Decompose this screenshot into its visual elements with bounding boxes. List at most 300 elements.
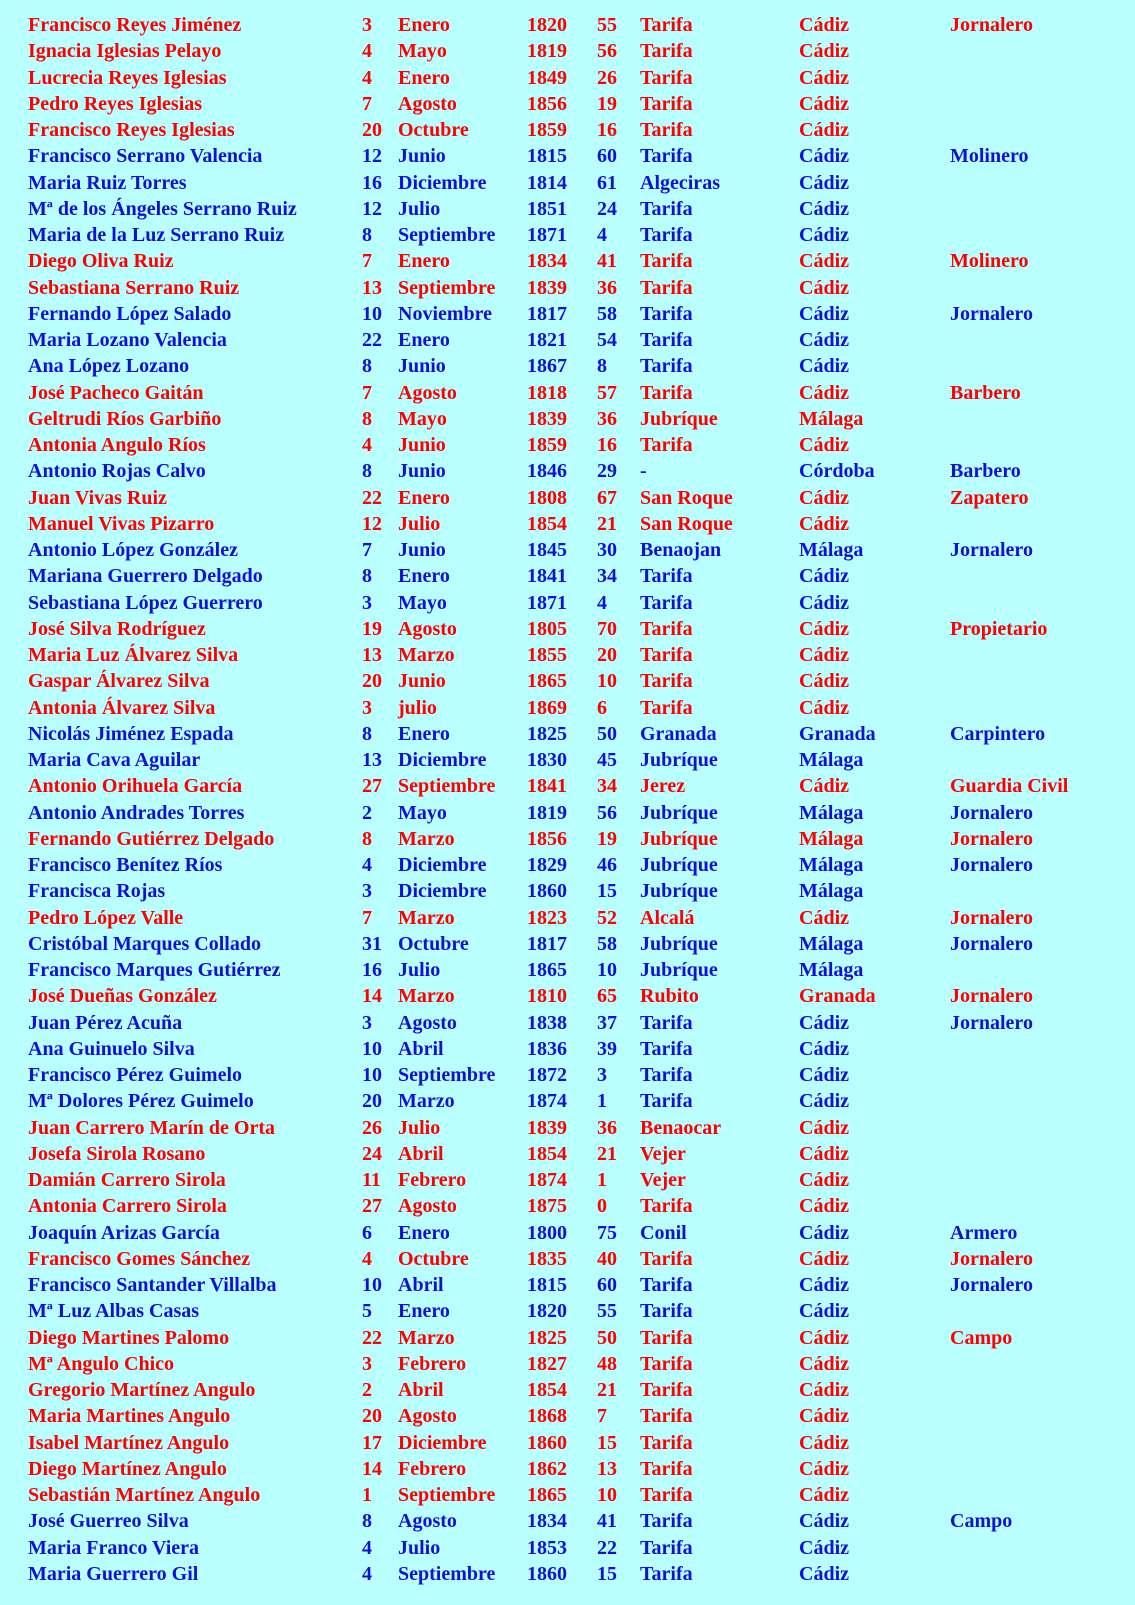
age: 52 bbox=[597, 906, 617, 929]
birth-month: Junio bbox=[398, 539, 446, 561]
birth-day: 27 bbox=[362, 775, 382, 798]
birth-month: Mayo bbox=[398, 40, 447, 63]
birth-year: 1818 bbox=[527, 381, 567, 404]
birth-town: Tarifa bbox=[640, 1037, 693, 1060]
birth-month: Marzo bbox=[398, 1326, 455, 1349]
birth-month: Junio bbox=[398, 355, 446, 378]
birth-year: 1836 bbox=[527, 1037, 567, 1060]
birth-province: Cádiz bbox=[799, 434, 849, 456]
age: 39 bbox=[597, 1037, 617, 1060]
birth-province: Granada bbox=[799, 985, 876, 1008]
birth-month: Julio bbox=[398, 1536, 441, 1559]
birth-town: Tarifa bbox=[640, 381, 693, 404]
register-row bbox=[0, 432, 1135, 458]
register-row bbox=[0, 1010, 1135, 1036]
birth-year: 1834 bbox=[527, 1510, 567, 1533]
birth-year: 1867 bbox=[527, 355, 567, 378]
birth-province: Cádiz bbox=[799, 14, 849, 36]
occupation: Propietario bbox=[950, 617, 1048, 640]
person-name: Francisca Rojas bbox=[28, 880, 166, 903]
birth-town: Granada bbox=[640, 722, 717, 745]
birth-day: 7 bbox=[362, 250, 372, 273]
age: 15 bbox=[597, 880, 617, 903]
birth-month: Junio bbox=[398, 434, 446, 456]
age: 15 bbox=[597, 1431, 617, 1454]
birth-day: 4 bbox=[362, 1247, 372, 1270]
person-name: Cristóbal Marques Collado bbox=[28, 932, 261, 955]
age: 41 bbox=[597, 1510, 617, 1533]
birth-year: 1874 bbox=[527, 1090, 567, 1113]
age: 56 bbox=[597, 801, 617, 824]
person-name: Antonia Álvarez Silva bbox=[28, 696, 216, 719]
age: 61 bbox=[597, 171, 617, 194]
birth-year: 1830 bbox=[527, 749, 567, 771]
birth-day: 13 bbox=[362, 749, 382, 771]
birth-month: Enero bbox=[398, 14, 450, 36]
birth-day: 12 bbox=[362, 197, 382, 220]
birth-year: 1865 bbox=[527, 959, 567, 981]
age: 1 bbox=[597, 1169, 607, 1191]
birth-province: Cádiz bbox=[799, 906, 849, 929]
occupation: Jornalero bbox=[950, 302, 1033, 325]
occupation: Jornalero bbox=[950, 801, 1033, 824]
birth-town: Tarifa bbox=[640, 145, 693, 168]
birth-day: 12 bbox=[362, 145, 382, 168]
birth-month: Septiembre bbox=[398, 775, 496, 798]
register-row bbox=[0, 1482, 1135, 1508]
birth-province: Cádiz bbox=[799, 1431, 849, 1454]
occupation: Jornalero bbox=[950, 539, 1033, 561]
birth-day: 10 bbox=[362, 1037, 382, 1060]
register-row bbox=[0, 1220, 1135, 1246]
person-name: Francisco Benítez Ríos bbox=[28, 854, 223, 876]
register-row bbox=[0, 65, 1135, 91]
birth-province: Málaga bbox=[799, 407, 864, 430]
birth-day: 3 bbox=[362, 591, 372, 614]
register-row bbox=[0, 38, 1135, 64]
register-row bbox=[0, 878, 1135, 904]
birth-month: Junio bbox=[398, 460, 446, 483]
age: 19 bbox=[597, 827, 617, 850]
birth-month: Enero bbox=[398, 1300, 450, 1323]
birth-year: 1859 bbox=[527, 119, 567, 141]
birth-town: Jubríque bbox=[640, 801, 718, 824]
age: 34 bbox=[597, 565, 617, 588]
birth-province: Cádiz bbox=[799, 617, 849, 640]
birth-month: Agosto bbox=[398, 381, 457, 404]
person-name: Gregorio Martínez Angulo bbox=[28, 1379, 256, 1401]
birth-year: 1839 bbox=[527, 1116, 567, 1139]
birth-town: Tarifa bbox=[640, 1431, 693, 1454]
birth-day: 16 bbox=[362, 171, 382, 194]
occupation: Molinero bbox=[950, 145, 1029, 168]
birth-town: Jubríque bbox=[640, 959, 718, 981]
occupation: Molinero bbox=[950, 250, 1029, 273]
birth-province: Cádiz bbox=[799, 1090, 849, 1113]
person-name: Maria Guerrero Gil bbox=[28, 1562, 199, 1585]
birth-year: 1827 bbox=[527, 1352, 567, 1375]
occupation: Guardia Civil bbox=[950, 775, 1069, 798]
birth-day: 5 bbox=[362, 1300, 372, 1323]
birth-day: 8 bbox=[362, 827, 372, 850]
birth-month: Octubre bbox=[398, 119, 469, 141]
birth-day: 3 bbox=[362, 14, 372, 36]
birth-province: Cádiz bbox=[799, 1484, 849, 1506]
birth-province: Cádiz bbox=[799, 1195, 849, 1218]
birth-province: Cádiz bbox=[799, 40, 849, 63]
register-row bbox=[0, 1272, 1135, 1298]
birth-day: 16 bbox=[362, 959, 382, 981]
birth-year: 1860 bbox=[527, 1431, 567, 1454]
birth-month: Julio bbox=[398, 1116, 441, 1139]
birth-year: 1859 bbox=[527, 434, 567, 456]
birth-province: Málaga bbox=[799, 539, 864, 561]
birth-year: 1820 bbox=[527, 1300, 567, 1323]
birth-province: Málaga bbox=[799, 827, 864, 850]
person-name: Antonio López González bbox=[28, 539, 238, 561]
occupation: Barbero bbox=[950, 381, 1021, 404]
birth-day: 2 bbox=[362, 1379, 372, 1401]
birth-town: Benaocar bbox=[640, 1116, 722, 1139]
birth-town: Tarifa bbox=[640, 197, 693, 220]
age: 58 bbox=[597, 932, 617, 955]
person-name: Nicolás Jiménez Espada bbox=[28, 722, 234, 745]
register-row bbox=[0, 458, 1135, 484]
age: 16 bbox=[597, 119, 617, 141]
register-row bbox=[0, 485, 1135, 511]
birth-town: Tarifa bbox=[640, 1011, 693, 1034]
birth-day: 8 bbox=[362, 407, 372, 430]
register-row bbox=[0, 1298, 1135, 1324]
birth-province: Cádiz bbox=[799, 565, 849, 588]
birth-month: Mayo bbox=[398, 801, 447, 824]
person-name: Fernando Gutiérrez Delgado bbox=[28, 827, 275, 850]
birth-province: Cádiz bbox=[799, 1221, 849, 1244]
birth-month: Septiembre bbox=[398, 1484, 496, 1506]
birth-month: Julio bbox=[398, 959, 441, 981]
birth-year: 1825 bbox=[527, 722, 567, 745]
register-row bbox=[0, 1246, 1135, 1272]
birth-day: 4 bbox=[362, 66, 372, 89]
birth-year: 1817 bbox=[527, 302, 567, 325]
age: 36 bbox=[597, 276, 617, 299]
birth-day: 7 bbox=[362, 381, 372, 404]
birth-town: Vejer bbox=[640, 1142, 686, 1165]
birth-province: Cádiz bbox=[799, 276, 849, 299]
birth-province: Cádiz bbox=[799, 224, 849, 246]
person-name: Isabel Martínez Angulo bbox=[28, 1431, 230, 1454]
birth-year: 1874 bbox=[527, 1169, 567, 1191]
register-row bbox=[0, 1377, 1135, 1403]
register-row bbox=[0, 1036, 1135, 1062]
birth-month: Septiembre bbox=[398, 276, 496, 299]
person-name: José Dueñas González bbox=[28, 985, 217, 1008]
census-register bbox=[0, 12, 1135, 1587]
birth-day: 7 bbox=[362, 92, 372, 115]
occupation: Jornalero bbox=[950, 1011, 1033, 1034]
birth-town: Tarifa bbox=[640, 92, 693, 115]
birth-year: 1820 bbox=[527, 14, 567, 36]
birth-day: 8 bbox=[362, 722, 372, 745]
birth-town: Tarifa bbox=[640, 1300, 693, 1323]
birth-town: Tarifa bbox=[640, 250, 693, 273]
birth-day: 4 bbox=[362, 434, 372, 456]
register-row bbox=[0, 1403, 1135, 1429]
register-row bbox=[0, 117, 1135, 143]
birth-province: Cádiz bbox=[799, 197, 849, 220]
age: 75 bbox=[597, 1221, 617, 1244]
register-row bbox=[0, 957, 1135, 983]
birth-year: 1854 bbox=[527, 512, 567, 535]
age: 19 bbox=[597, 92, 617, 115]
age: 56 bbox=[597, 40, 617, 63]
birth-province: Málaga bbox=[799, 854, 864, 876]
birth-month: Julio bbox=[398, 512, 441, 535]
birth-month: Septiembre bbox=[398, 224, 496, 246]
register-row bbox=[0, 590, 1135, 616]
person-name: José Silva Rodríguez bbox=[28, 617, 206, 640]
birth-month: Junio bbox=[398, 145, 446, 168]
birth-year: 1815 bbox=[527, 145, 567, 168]
birth-day: 20 bbox=[362, 670, 382, 693]
birth-day: 6 bbox=[362, 1221, 372, 1244]
person-name: Francisco Serrano Valencia bbox=[28, 145, 263, 168]
age: 26 bbox=[597, 66, 617, 89]
person-name: Mª Luz Albas Casas bbox=[28, 1300, 200, 1323]
birth-province: Cádiz bbox=[799, 1142, 849, 1165]
birth-day: 20 bbox=[362, 1405, 382, 1428]
birth-town: Tarifa bbox=[640, 696, 693, 719]
birth-year: 1845 bbox=[527, 539, 567, 561]
birth-month: Agosto bbox=[398, 617, 457, 640]
birth-year: 1871 bbox=[527, 224, 567, 246]
occupation: Jornalero bbox=[950, 854, 1033, 876]
birth-province: Málaga bbox=[799, 932, 864, 955]
birth-province: Cádiz bbox=[799, 512, 849, 535]
birth-province: Cádiz bbox=[799, 145, 849, 168]
age: 1 bbox=[597, 1090, 607, 1113]
birth-year: 1846 bbox=[527, 460, 567, 483]
birth-year: 1838 bbox=[527, 1011, 567, 1034]
person-name: Antonio Andrades Torres bbox=[28, 801, 245, 824]
person-name: Juan Pérez Acuña bbox=[28, 1011, 183, 1034]
register-row bbox=[0, 222, 1135, 248]
birth-month: Enero bbox=[398, 250, 450, 273]
register-row bbox=[0, 1141, 1135, 1167]
birth-day: 22 bbox=[362, 1326, 382, 1349]
birth-year: 1841 bbox=[527, 565, 567, 588]
birth-month: Diciembre bbox=[398, 749, 487, 771]
birth-town: Jubríque bbox=[640, 854, 718, 876]
birth-day: 22 bbox=[362, 329, 382, 351]
occupation: Jornalero bbox=[950, 906, 1033, 929]
age: 60 bbox=[597, 145, 617, 168]
person-name: Sebastiana Serrano Ruiz bbox=[28, 276, 240, 299]
birth-month: Enero bbox=[398, 722, 450, 745]
birth-town: Vejer bbox=[640, 1169, 686, 1191]
birth-province: Cádiz bbox=[799, 644, 849, 666]
person-name: Antonia Angulo Ríos bbox=[28, 434, 206, 456]
register-row bbox=[0, 143, 1135, 169]
person-name: Francisco Pérez Guimelo bbox=[28, 1064, 243, 1086]
person-name: Maria Lozano Valencia bbox=[28, 329, 227, 351]
birth-day: 14 bbox=[362, 985, 382, 1008]
birth-month: Agosto bbox=[398, 1011, 457, 1034]
age: 20 bbox=[597, 644, 617, 666]
register-row bbox=[0, 1115, 1135, 1141]
birth-month: Marzo bbox=[398, 827, 455, 850]
register-row bbox=[0, 826, 1135, 852]
register-row bbox=[0, 275, 1135, 301]
person-name: Mariana Guerrero Delgado bbox=[28, 565, 263, 588]
birth-day: 2 bbox=[362, 801, 372, 824]
age: 55 bbox=[597, 14, 617, 36]
person-name: Damián Carrero Sirola bbox=[28, 1169, 226, 1191]
birth-province: Málaga bbox=[799, 880, 864, 903]
register-row bbox=[0, 537, 1135, 563]
person-name: Antonio Rojas Calvo bbox=[28, 460, 206, 483]
person-name: Francisco Reyes Iglesias bbox=[28, 119, 235, 141]
birth-town: San Roque bbox=[640, 486, 733, 509]
birth-province: Cádiz bbox=[799, 1274, 849, 1296]
birth-year: 1865 bbox=[527, 1484, 567, 1506]
birth-year: 1823 bbox=[527, 906, 567, 929]
age: 50 bbox=[597, 1326, 617, 1349]
birth-day: 8 bbox=[362, 1510, 372, 1533]
register-row bbox=[0, 1508, 1135, 1534]
age: 54 bbox=[597, 329, 617, 351]
register-row bbox=[0, 511, 1135, 537]
birth-province: Cádiz bbox=[799, 171, 849, 194]
person-name: Francisco Marques Gutiérrez bbox=[28, 959, 281, 981]
register-row bbox=[0, 380, 1135, 406]
register-row bbox=[0, 616, 1135, 642]
birth-province: Cádiz bbox=[799, 1247, 849, 1270]
birth-province: Cádiz bbox=[799, 1169, 849, 1191]
birth-day: 7 bbox=[362, 906, 372, 929]
birth-month: Agosto bbox=[398, 1195, 457, 1218]
birth-month: Mayo bbox=[398, 591, 447, 614]
birth-province: Cádiz bbox=[799, 1116, 849, 1139]
birth-town: Tarifa bbox=[640, 670, 693, 693]
birth-month: Marzo bbox=[398, 1090, 455, 1113]
age: 57 bbox=[597, 381, 617, 404]
birth-year: 1835 bbox=[527, 1247, 567, 1270]
register-row bbox=[0, 983, 1135, 1009]
age: 40 bbox=[597, 1247, 617, 1270]
person-name: Francisco Reyes Jiménez bbox=[28, 14, 242, 36]
birth-province: Cádiz bbox=[799, 92, 849, 115]
birth-month: Agosto bbox=[398, 1510, 457, 1533]
birth-day: 8 bbox=[362, 355, 372, 378]
register-row bbox=[0, 563, 1135, 589]
birth-province: Cádiz bbox=[799, 1536, 849, 1559]
occupation: Jornalero bbox=[950, 932, 1033, 955]
birth-year: 1854 bbox=[527, 1142, 567, 1165]
birth-day: 4 bbox=[362, 854, 372, 876]
birth-day: 20 bbox=[362, 119, 382, 141]
birth-town: Tarifa bbox=[640, 1274, 693, 1296]
birth-year: 1815 bbox=[527, 1274, 567, 1296]
birth-town: Tarifa bbox=[640, 434, 693, 456]
birth-town: Tarifa bbox=[640, 617, 693, 640]
age: 70 bbox=[597, 617, 617, 640]
age: 36 bbox=[597, 407, 617, 430]
birth-town: Tarifa bbox=[640, 1195, 693, 1218]
birth-province: Cádiz bbox=[799, 670, 849, 693]
register-row bbox=[0, 1456, 1135, 1482]
birth-province: Cádiz bbox=[799, 119, 849, 141]
birth-month: Agosto bbox=[398, 1405, 457, 1428]
age: 10 bbox=[597, 959, 617, 981]
person-name: Manuel Vivas Pizarro bbox=[28, 512, 215, 535]
birth-province: Córdoba bbox=[799, 460, 875, 483]
birth-town: Tarifa bbox=[640, 119, 693, 141]
age: 46 bbox=[597, 854, 617, 876]
person-name: Sebastiana López Guerrero bbox=[28, 591, 263, 614]
birth-town: San Roque bbox=[640, 512, 733, 535]
birth-day: 10 bbox=[362, 1064, 382, 1086]
register-row bbox=[0, 905, 1135, 931]
person-name: Pedro López Valle bbox=[28, 906, 184, 929]
age: 10 bbox=[597, 670, 617, 693]
birth-day: 7 bbox=[362, 539, 372, 561]
age: 4 bbox=[597, 591, 607, 614]
birth-town: Jubríque bbox=[640, 932, 718, 955]
occupation: Jornalero bbox=[950, 1247, 1033, 1270]
birth-month: Mayo bbox=[398, 407, 447, 430]
birth-year: 1825 bbox=[527, 1326, 567, 1349]
birth-year: 1872 bbox=[527, 1064, 567, 1086]
birth-day: 19 bbox=[362, 617, 382, 640]
birth-day: 4 bbox=[362, 1562, 372, 1585]
occupation: Jornalero bbox=[950, 827, 1033, 850]
birth-town: Tarifa bbox=[640, 329, 693, 351]
birth-month: Marzo bbox=[398, 985, 455, 1008]
birth-month: Diciembre bbox=[398, 171, 487, 194]
person-name: Josefa Sirola Rosano bbox=[28, 1142, 206, 1165]
birth-town: Tarifa bbox=[640, 66, 693, 89]
person-name: Maria Cava Aguilar bbox=[28, 749, 201, 771]
register-row bbox=[0, 1535, 1135, 1561]
register-row bbox=[0, 800, 1135, 826]
age: 0 bbox=[597, 1195, 607, 1218]
birth-day: 1 bbox=[362, 1484, 372, 1506]
birth-year: 1808 bbox=[527, 486, 567, 509]
birth-month: Octubre bbox=[398, 1247, 469, 1270]
birth-town: Tarifa bbox=[640, 1064, 693, 1086]
birth-year: 1860 bbox=[527, 880, 567, 903]
register-row bbox=[0, 12, 1135, 38]
birth-town: Tarifa bbox=[640, 355, 693, 378]
birth-day: 20 bbox=[362, 1090, 382, 1113]
birth-month: Abril bbox=[398, 1142, 444, 1165]
birth-day: 10 bbox=[362, 1274, 382, 1296]
birth-town: Tarifa bbox=[640, 1536, 693, 1559]
person-name: Juan Carrero Marín de Orta bbox=[28, 1116, 276, 1139]
birth-day: 3 bbox=[362, 1011, 372, 1034]
birth-month: Diciembre bbox=[398, 1431, 487, 1454]
person-name: Joaquín Arizas García bbox=[28, 1221, 220, 1244]
register-row bbox=[0, 327, 1135, 353]
birth-province: Cádiz bbox=[799, 1011, 849, 1034]
birth-year: 1800 bbox=[527, 1221, 567, 1244]
birth-month: Octubre bbox=[398, 932, 469, 955]
register-row bbox=[0, 406, 1135, 432]
birth-month: Febrero bbox=[398, 1169, 467, 1191]
age: 7 bbox=[597, 1405, 607, 1428]
birth-year: 1829 bbox=[527, 854, 567, 876]
